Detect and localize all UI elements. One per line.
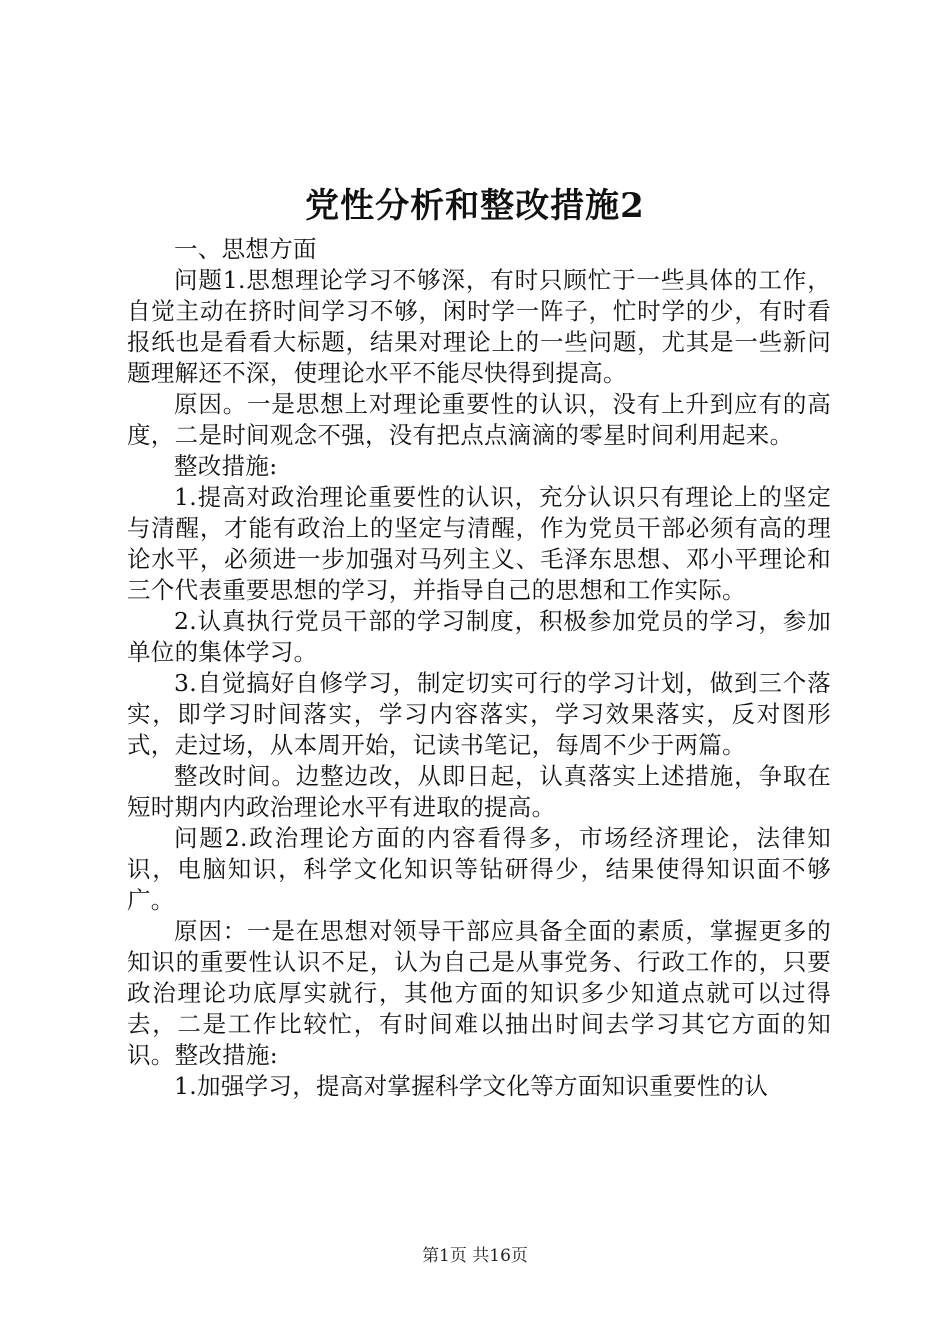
paragraph: 原因。一是思想上对理论重要性的认识，没有上升到应有的高度，二是时间观念不强，没有把点点滴滴的零星时间利用起来。 xyxy=(127,390,831,449)
paragraph: 3.自觉搞好自修学习，制定切实可行的学习计划，做到三个落实，即学习时间落实，学习内容落实，学习效果落实，反对图形式，走过场，从本周开始，记读书笔记，每周不少于两篇。 xyxy=(127,669,831,759)
page-footer: 第1页 共16页 xyxy=(422,1246,528,1266)
paragraph: 整改措施: xyxy=(174,452,278,480)
paragraph: 1.加强学习，提高对掌握科学文化等方面知识重要性的认 xyxy=(174,1072,769,1100)
paragraph: 1.提高对政治理论重要性的认识，充分认识只有理论上的坚定与清醒，才能有政治上的坚定与清醒，作为党员干部必须有高的理论水平，必须进一步加强对马列主义、毛泽东思想、邓小平理论和三个代表重要思想的学习，并指导自己的思想和工作实际。 xyxy=(127,483,831,604)
paragraph: 原因：一是在思想对领导干部应具备全面的素质，掌握更多的知识的重要性认识不足，认为自己是从事党务、行政工作的，只要政治理论功底厚实就行，其他方面的知识多少知道点就可以过得去，二是工作比较忙，有时间难以抽出时间去学习其它方面的知识。整改措施: xyxy=(127,917,831,1069)
document-body xyxy=(127,234,831,1102)
paragraph: 2.认真执行党员干部的学习制度，积极参加党员的学习，参加单位的集体学习。 xyxy=(127,607,831,666)
paragraph: 问题1.思想理论学习不够深，有时只顾忙于一些具体的工作，自觉主动在挤时间学习不够，闲时学一阵子，忙时学的少，有时看报纸也是看看大标题，结果对理论上的一些问题，尤其是一些新问题理解还不深，使理论水平不能尽快得到提高。 xyxy=(127,266,831,387)
document-title: 党性分析和整改措施2 xyxy=(305,186,645,226)
paragraph: 整改时间。边整边改，从即日起，认真落实上述措施，争取在短时期内内政治理论水平有进取的提高。 xyxy=(127,762,831,821)
paragraph: 问题2.政治理论方面的内容看得多，市场经济理论，法律知识，电脑知识，科学文化知识等钻研得少，结果使得知识面不够广。 xyxy=(127,824,831,914)
section-heading: 一、思想方面 xyxy=(174,235,317,263)
